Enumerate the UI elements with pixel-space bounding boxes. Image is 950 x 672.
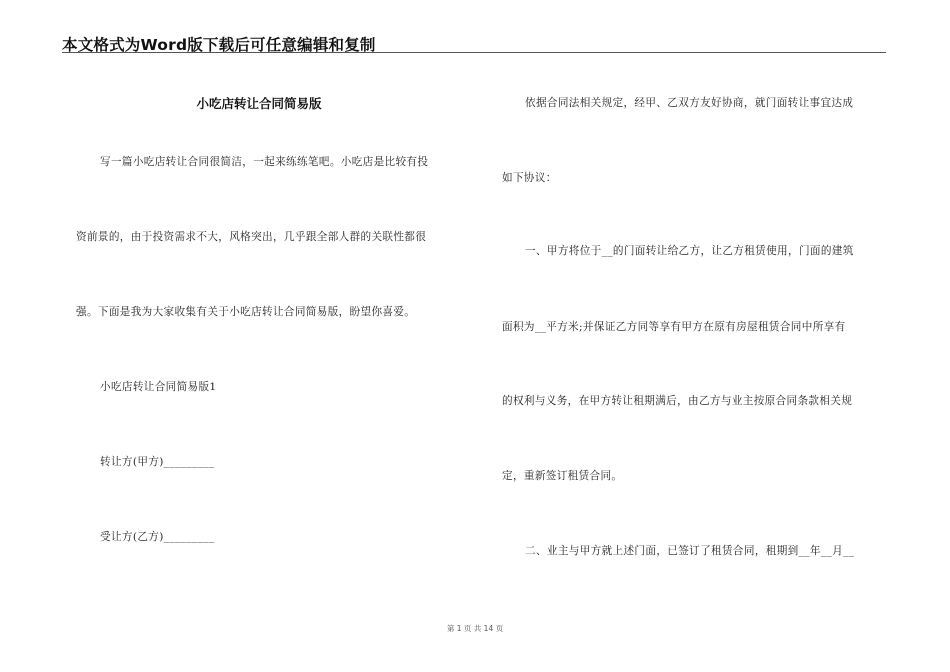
header-rule: [62, 52, 886, 53]
paragraph-line: 资前景的，由于投资需求不大，风格突出，几乎跟全部人群的关联性都很: [76, 231, 427, 243]
paragraph-line: 强。下面是我为大家收集有关于小吃店转让合同简易版，盼望你喜爱。: [76, 306, 416, 318]
document-title: 小吃店转让合同简易版: [196, 96, 322, 111]
transferor-field: 转让方(甲方)_________: [100, 456, 215, 468]
transferee-field: 受让方(乙方)_________: [100, 531, 215, 543]
paragraph-line: 写一篇小吃店转让合同很简洁，一起来练练笔吧。小吃店是比较有投: [100, 156, 429, 168]
paragraph-line: 依据合同法相关规定，经甲、乙双方友好协商，就门面转让事宜达成: [525, 97, 854, 109]
page-indicator: 第 1 页 共 14 页: [446, 624, 504, 633]
paragraph-line: 如下协议：: [502, 172, 557, 184]
header-banner: 本文格式为Word版下载后可任意编辑和复制: [62, 36, 376, 54]
paragraph-line: 面积为__平方米;并保证乙方同等享有甲方在原有房屋租赁合同中所享有: [502, 321, 846, 333]
paragraph-line: 定，重新签订租赁合同。: [502, 470, 623, 482]
paragraph-line: 一、甲方将位于__的门面转让给乙方，让乙方租赁使用，门面的建筑: [525, 245, 854, 257]
section-heading: 小吃店转让合同简易版1: [100, 381, 217, 393]
paragraph-line: 的权利与义务，在甲方转让租期满后，由乙方与业主按原合同条款相关规: [502, 395, 853, 407]
paragraph-line: 二、业主与甲方就上述门面，已签订了租赁合同，租期到__年__月__: [525, 545, 855, 557]
